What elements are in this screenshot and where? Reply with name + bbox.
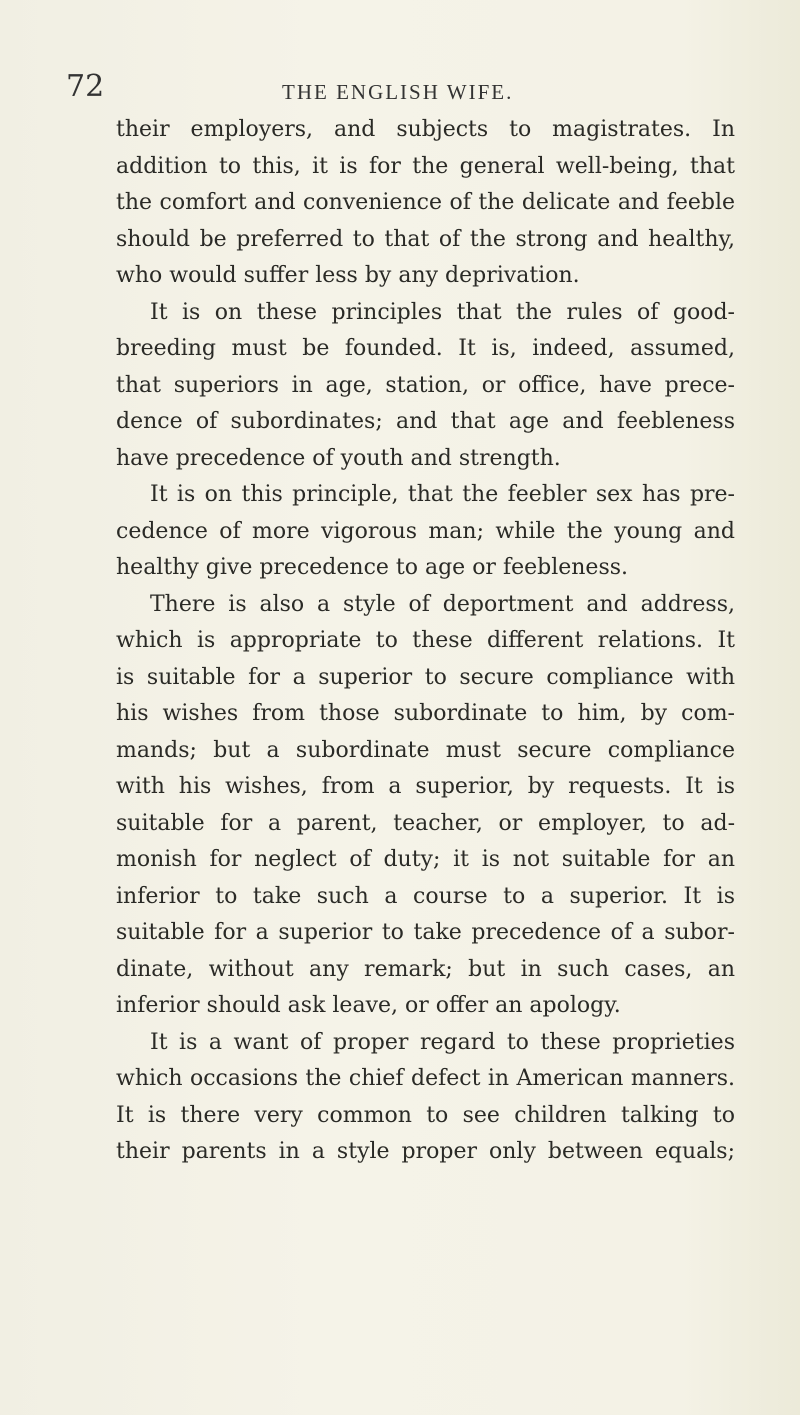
text-line: which is appropriate to these different relations. It (116, 628, 735, 653)
text-line: the comfort and convenience of the delicate and feeble (116, 190, 735, 215)
text-line: inferior to take such a course to a superior. It is (116, 883, 735, 909)
text-line: healthy give precedence to age or feebleness. (116, 555, 629, 580)
text-line: It is there very common to see children talking to (116, 1102, 735, 1128)
text-line: There is also a style of deportment and address, (150, 591, 735, 617)
text-line: should be preferred to that of the strong and healthy, (116, 226, 735, 252)
text-line: breeding must be founded. It is, indeed, assumed, (116, 336, 735, 361)
text-line: who would suffer less by any deprivation. (116, 263, 580, 288)
text-line: dence of subordinates; and that age and feebleness (116, 409, 735, 434)
text-line: their parents in a style proper only between equals; (116, 1139, 735, 1164)
text-line: his wishes from those subordinate to him, by com- (116, 701, 735, 726)
text-line: It is on these principles that the rules of good- (150, 299, 735, 325)
text-line: inferior should ask leave, or offer an apology. (116, 993, 621, 1018)
running-head (0, 70, 800, 110)
text-line: It is a want of proper regard to these proprieties (150, 1029, 735, 1055)
text-line: addition to this, it is for the general well-being, that (116, 153, 735, 179)
body-text (116, 112, 735, 1171)
text-line: It is on this principle, that the feebler sex has pre- (150, 482, 735, 507)
running-title: THE ENGLISH WIFE. (282, 80, 514, 104)
text-line: that superiors in age, station, or office, have prece- (116, 372, 735, 398)
page-number: 72 (66, 69, 105, 104)
text-line: dinate, without any remark; but in such cases, an (116, 956, 735, 982)
text-line: is suitable for a superior to secure compliance with (116, 664, 735, 690)
text-line: mands; but a subordinate must secure compliance (116, 737, 735, 763)
text-line: with his wishes, from a superior, by requests. It is (116, 774, 735, 799)
text-line: have precedence of youth and strength. (116, 445, 561, 471)
text-line: suitable for a superior to take precedence of a subor- (116, 920, 735, 945)
text-line: suitable for a parent, teacher, or employer, to ad- (116, 810, 735, 836)
text-line: cedence of more vigorous man; while the young and (116, 518, 735, 544)
text-line: their employers, and subjects to magistrates. In (116, 117, 735, 142)
text-line: which occasions the chief defect in American manners. (116, 1066, 735, 1091)
text-line: monish for neglect of duty; it is not suitable for an (116, 847, 735, 872)
